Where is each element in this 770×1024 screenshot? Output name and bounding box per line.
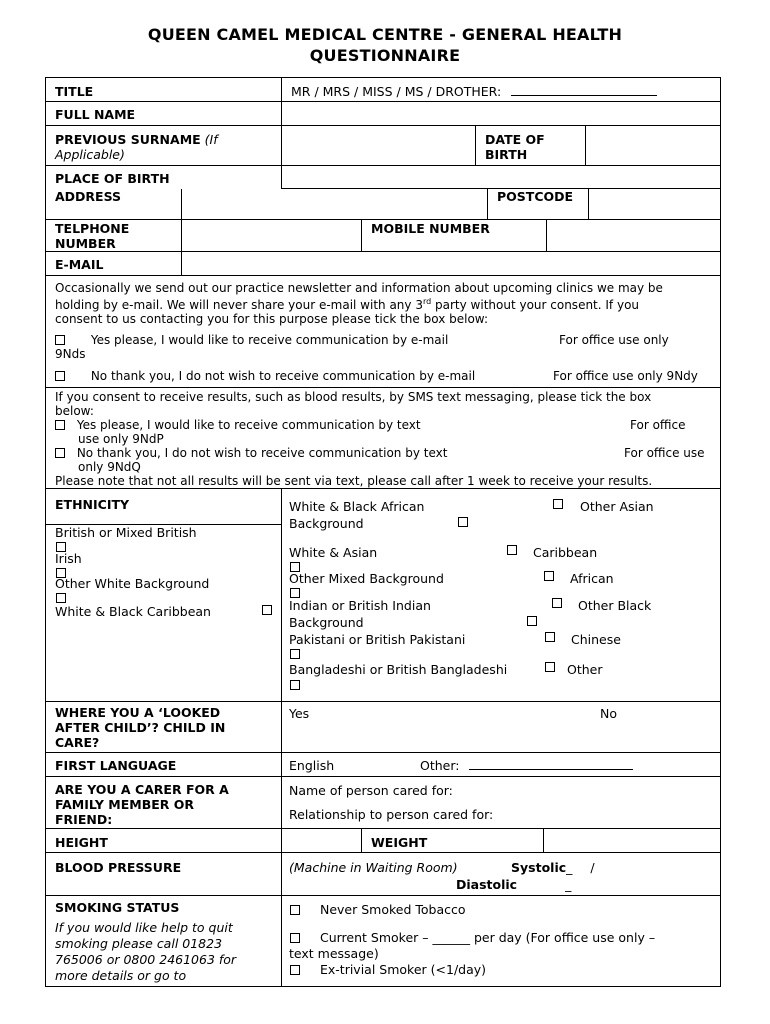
ethnicity-white-black-african-checkbox[interactable] <box>458 517 468 527</box>
ethnicity-white-black-african: White & Black African <box>289 499 425 514</box>
bp-machine-note: (Machine in Waiting Room) <box>289 860 458 875</box>
title-line-2: QUESTIONNAIRE <box>309 46 461 65</box>
smoking-current-option[interactable]: Current Smoker – ______ per day (For office use only – <box>290 930 655 945</box>
ethnicity-british: British or Mixed British <box>55 525 197 540</box>
ethnicity-other-black-checkbox[interactable] <box>552 598 562 608</box>
postcode-label: POSTCODE <box>488 189 589 219</box>
sms-no-checkbox[interactable] <box>55 448 65 458</box>
looked-after-field[interactable] <box>282 702 720 752</box>
smoking-help-text: If you would like help to quit smoking please call 01823 765006 or 0800 2461063 for more details or go to <box>55 920 237 983</box>
title-blank[interactable] <box>511 95 657 96</box>
prev-surname-label: PREVIOUS SURNAME (If Applicable) <box>46 126 282 165</box>
looked-after-yes[interactable]: Yes <box>289 706 310 721</box>
ethnicity-other: Other <box>567 662 603 677</box>
sms-no-option[interactable]: No thank you, I do not wish to receive communication by text <box>55 446 447 460</box>
height-field[interactable] <box>282 829 362 852</box>
title-label: TITLE <box>46 78 282 101</box>
ethnicity-other-mixed-checkbox[interactable] <box>290 588 300 598</box>
smoking-never-checkbox[interactable] <box>290 905 300 915</box>
page-title <box>0 24 770 66</box>
carer-name-field[interactable]: Name of person cared for: <box>289 783 453 798</box>
sms-text-2: below: <box>55 404 94 418</box>
full-name-row <box>46 102 720 126</box>
ethnicity-irish: Irish <box>55 551 82 566</box>
bp-systolic[interactable]: Systolic_ / <box>511 860 595 875</box>
ethnicity-caribbean-checkbox[interactable] <box>507 545 517 555</box>
telephone-field[interactable] <box>182 220 362 251</box>
blood-pressure-row <box>46 853 720 896</box>
ethnicity-chinese-checkbox[interactable] <box>545 632 555 642</box>
ethnicity-caribbean: Caribbean <box>533 545 598 560</box>
sms-yes-code: use only 9NdP <box>78 432 164 446</box>
dob-field[interactable] <box>586 126 720 165</box>
sms-yes-office: For office <box>630 418 686 432</box>
ethnicity-bangladeshi: Bangladeshi or British Bangladeshi <box>289 662 508 677</box>
newsletter-no-office: For office use only 9Ndy <box>553 369 698 383</box>
ethnicity-white-black-african-2: Background <box>289 516 364 531</box>
language-label: FIRST LANGUAGE <box>46 753 282 776</box>
title-line-1: QUEEN CAMEL MEDICAL CENTRE - GENERAL HEALTH <box>147 25 623 44</box>
weight-field[interactable] <box>544 829 720 852</box>
newsletter-no-option[interactable]: No thank you, I do not wish to receive communication by e-mail <box>55 369 475 383</box>
blood-pressure-field[interactable] <box>282 853 720 895</box>
newsletter-yes-option[interactable]: Yes please, I would like to receive communication by e-mail <box>55 333 448 347</box>
looked-after-no[interactable]: No <box>600 706 617 721</box>
place-of-birth-label: PLACE OF BIRTH <box>46 166 282 189</box>
language-row <box>46 753 720 777</box>
ethnicity-label: ETHNICITY <box>55 497 130 512</box>
ethnicity-section <box>46 489 720 702</box>
looked-after-label: WHERE YOU A ‘LOOKED AFTER CHILD’? CHILD IN CARE? <box>46 702 282 752</box>
sms-consent <box>46 388 720 489</box>
prev-surname-row <box>46 126 720 166</box>
newsletter-consent <box>46 276 720 388</box>
ethnicity-indian: Indian or British Indian <box>289 598 431 613</box>
smoking-row <box>46 896 720 986</box>
smoking-left <box>46 896 282 986</box>
ethnicity-other-mixed: Other Mixed Background <box>289 571 444 586</box>
email-label: E-MAIL <box>46 252 182 275</box>
newsletter-yes-office: For office use only <box>559 333 669 347</box>
postcode-field[interactable] <box>589 189 720 219</box>
ethnicity-other-white: Other White Background <box>55 576 210 591</box>
sms-yes-checkbox[interactable] <box>55 420 65 430</box>
ethnicity-pakistani-checkbox[interactable] <box>290 649 300 659</box>
ethnicity-chinese: Chinese <box>571 632 621 647</box>
ethnicity-other-checkbox[interactable] <box>545 662 555 672</box>
sms-note: Please note that not all results will be sent via text, please call after 1 week to receive your results. <box>55 474 653 488</box>
address-label: ADDRESS <box>46 189 182 219</box>
title-row <box>46 78 720 102</box>
newsletter-yes-checkbox[interactable] <box>55 335 65 345</box>
ethnicity-pakistani: Pakistani or British Pakistani <box>289 632 466 647</box>
title-field[interactable] <box>282 78 720 101</box>
dob-label: DATE OF BIRTH <box>476 126 586 165</box>
full-name-field[interactable] <box>282 102 720 125</box>
questionnaire-form <box>45 77 721 987</box>
email-row <box>46 252 720 276</box>
title-options: MR / MRS / MISS / MS / DROTHER: <box>291 84 502 99</box>
ethnicity-african-checkbox[interactable] <box>544 571 554 581</box>
sms-no-office: For office use <box>624 446 705 460</box>
ethnicity-indian-checkbox[interactable] <box>527 616 537 626</box>
smoking-label: SMOKING STATUS <box>55 900 180 915</box>
blood-pressure-label: BLOOD PRESSURE <box>46 853 282 895</box>
smoking-ex-trivial-option[interactable]: Ex-trivial Smoker (<1/day) <box>290 962 486 977</box>
carer-label: ARE YOU A CARER FOR A FAMILY MEMBER OR FRIEND: <box>46 777 282 828</box>
ethnicity-left <box>46 489 282 701</box>
height-label: HEIGHT <box>46 829 282 852</box>
carer-field[interactable] <box>282 777 720 828</box>
address-field[interactable] <box>182 189 488 219</box>
language-english: English <box>289 758 335 773</box>
smoking-current-checkbox[interactable] <box>290 933 300 943</box>
place-of-birth-row <box>46 166 720 189</box>
address-row <box>46 189 720 220</box>
ethnicity-african: African <box>570 571 614 586</box>
smoking-never-option[interactable]: Never Smoked Tobacco <box>290 902 466 917</box>
ethnicity-other-asian-checkbox[interactable] <box>553 499 563 509</box>
mobile-label: MOBILE NUMBER <box>362 220 547 251</box>
ethnicity-right <box>282 489 720 701</box>
weight-label: WEIGHT <box>362 829 544 852</box>
mobile-field[interactable] <box>547 220 720 251</box>
prev-surname-field[interactable] <box>282 126 476 165</box>
full-name-label: FULL NAME <box>46 102 282 125</box>
newsletter-yes-code: 9Nds <box>55 347 86 361</box>
ethnicity-indian-2: Background <box>289 615 364 630</box>
sms-text-1: If you consent to receive results, such as blood results, by SMS text messaging, please tick the box <box>55 390 652 404</box>
sms-no-code: only 9NdQ <box>78 460 141 474</box>
ethnicity-white-black-caribbean-checkbox[interactable] <box>262 605 272 615</box>
ethnicity-other-asian: Other Asian <box>580 499 654 514</box>
bp-diastolic[interactable]: Diastolic _ <box>456 877 572 892</box>
sms-yes-option[interactable]: Yes please, I would like to receive communication by text <box>55 418 421 432</box>
ethnicity-white-black-caribbean: White & Black Caribbean <box>55 604 211 619</box>
ethnicity-other-black: Other Black <box>578 598 652 613</box>
newsletter-no-checkbox[interactable] <box>55 371 65 381</box>
email-field[interactable] <box>182 252 720 275</box>
telephone-label: TELPHONE NUMBER <box>46 220 182 251</box>
language-other: Other: <box>420 758 633 773</box>
looked-after-row <box>46 702 720 753</box>
ethnicity-other-white-checkbox[interactable] <box>56 593 66 603</box>
smoking-ex-trivial-checkbox[interactable] <box>290 965 300 975</box>
ethnicity-bangladeshi-checkbox[interactable] <box>290 680 300 690</box>
telephone-row <box>46 220 720 252</box>
carer-relationship-field[interactable]: Relationship to person cared for: <box>289 807 494 822</box>
height-weight-row <box>46 829 720 853</box>
ethnicity-white-asian: White & Asian <box>289 545 378 560</box>
smoking-options <box>282 896 720 986</box>
newsletter-text: Occasionally we send out our practice newsletter and information about upcoming clinics we may be holding by e-mail. We will never share your e-mail with any 3rd party without your consent. If you consent to us contacting you for this purpose please tick the box below: <box>55 281 663 326</box>
language-other-blank[interactable] <box>469 769 633 770</box>
place-of-birth-field[interactable] <box>282 166 720 189</box>
prev-surname-note: (If Applicable) <box>55 132 218 162</box>
carer-row <box>46 777 720 829</box>
smoking-current-line2: text message) <box>289 946 379 961</box>
language-field[interactable] <box>282 753 720 776</box>
